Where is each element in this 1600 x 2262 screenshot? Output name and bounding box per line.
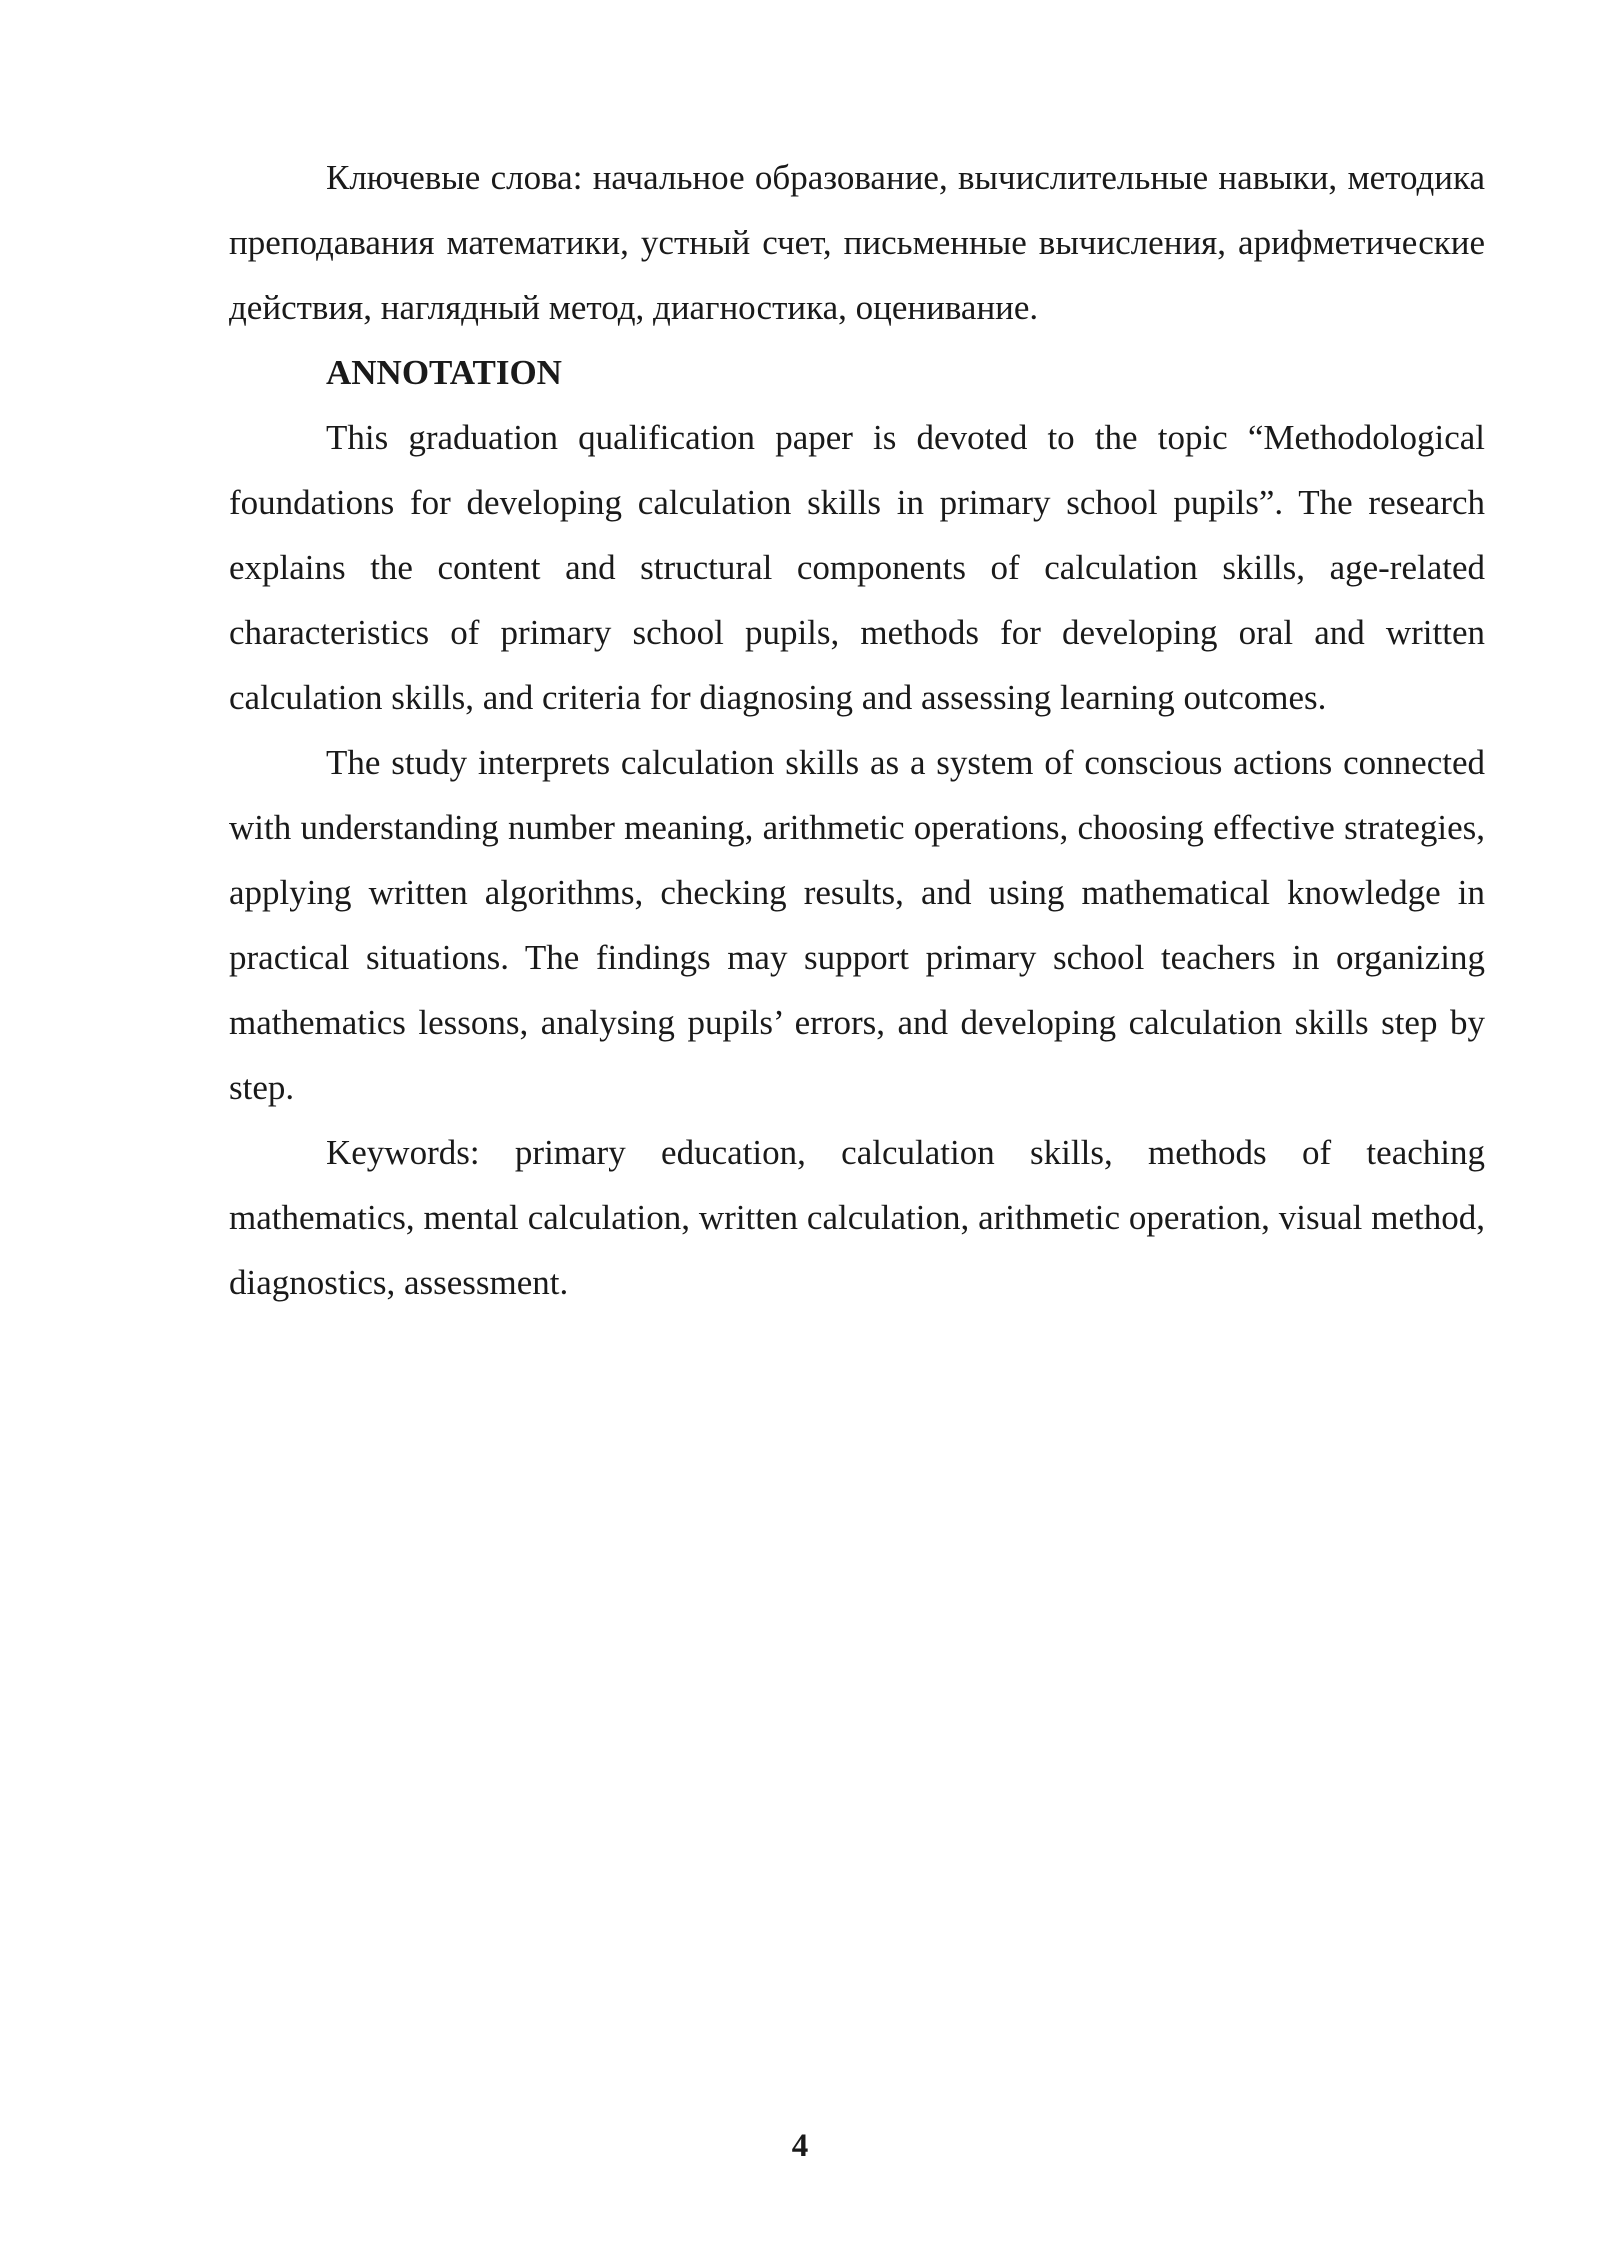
annotation-paragraph-2: The study interprets calculation skills as a system of conscious actions connected with understanding number meaning, arithmetic operations, choosing effective strategies, applying written algorithms, checking results, and using mathematical knowledge in practical situations. The findings may support primary school teachers in organizing mathematics lessons, analysing pupils’ errors, and developing calculation skills step by step. <box>229 743 1485 1107</box>
keywords-english-paragraph: Keywords: primary education, calculation skills, methods of teaching mathematics, mental calculation, written calculation, arithmetic operation, visual method, diagnostics, assessment. <box>229 1133 1485 1302</box>
annotation-heading: ANNOTATION <box>326 353 562 392</box>
page-number: 4 <box>791 2128 809 2164</box>
keywords-russian-paragraph: Ключевые слова: начальное образование, вычислительные навыки, методика преподавания математики, устный счет, письменные вычисления, арифметические действия, наглядный метод, диагностика, оценивание. <box>229 158 1485 327</box>
annotation-paragraph-1: This graduation qualification paper is devoted to the topic “Methodological foundations for developing calculation skills in primary school pupils”. The research explains the content and structural components of calculation skills, age-related characteristics of primary school pupils, methods for developing oral and written calculation skills, and criteria for diagnosing and assessing learning outcomes. <box>229 418 1485 717</box>
document-page-body <box>229 145 1485 1315</box>
